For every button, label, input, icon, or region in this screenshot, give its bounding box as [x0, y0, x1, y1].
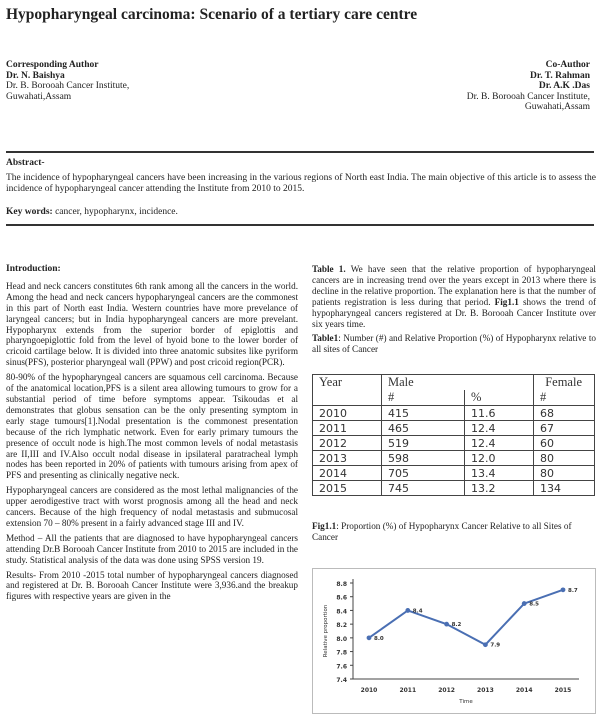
y-tick-label: 7.6: [336, 663, 347, 671]
x-tick-label: 2010: [360, 687, 378, 694]
data-point: [483, 642, 488, 647]
co-author-name-1: Dr. T. Rahman: [529, 70, 590, 81]
method-paragraph: Method – All the patients that are diagnosed to have hypopharyngeal cancers attending Dr.B Borooah Cancer Institute from 2010 to 2015 are included in the study. Statistical analysis of the data was done using SPSS version 19.: [6, 532, 298, 565]
data-label: 8.5: [529, 601, 539, 608]
intro-paragraph-2: 80-90% of the hypopharyngeal cancers are squamous cell carcinoma. Because of the anatomical location,PFS is a silent area allowing tumours to grow for a substantial period of time before symptoms appear. Tsikoudas et al demonstrates that globus sensation can be the only presenting symptom in early stage tumours[1].Nodal presentation is the commonest presentation because of the rich lymphatic network. Even for early primary tumours the presence of occult node is high.The most common levels of nodal metastasis are II,III and IV.Also occult nodal disease in ipsilateral paratracheal lymph nodes has been reported in 20% of patients with tumours arising from apex of PFS and presenting as clinically negative neck.: [6, 372, 298, 481]
data-point: [367, 635, 372, 640]
header-year: Year: [313, 375, 382, 406]
data-label: 7.9: [490, 642, 501, 649]
x-tick-label: 2011: [399, 687, 417, 694]
co-author-name-2: Dr. A.K .Das: [538, 81, 590, 91]
abstract-bottom-rule: [6, 224, 594, 226]
table-row: 2010 415 11.6 68: [313, 406, 595, 421]
results-paragraph: Results- From 2010 -2015 total number of hypopharyngeal cancers diagnosed and registered at Dr. B. Borooah Cancer Institute were 3,936.and the breakup figures with respective years are given in the: [6, 569, 298, 602]
co-author-city: Guwahati,Assam: [524, 102, 590, 112]
paper-title: Hypopharyngeal carcinoma: Scenario of a tertiary care centre: [6, 6, 418, 23]
series-line: [369, 590, 563, 645]
table-row: 2015 745 13.2 134: [313, 481, 595, 496]
data-label: 8.4: [412, 608, 423, 615]
intro-paragraph-3: Hypopharyngeal cancers are considered as the most lethal malignancies of the upper aerodigestive tract with worst prognosis among all the head and neck cancers. Because of the high frequency of nodal metastasis and submucosal extension 70 – 80% present in a fairly advanced stage III and IV.: [6, 485, 298, 528]
header-male-pct: %: [465, 390, 534, 406]
data-label: 8.0: [374, 635, 384, 642]
corresponding-author-institute: Dr. B. Borooah Cancer Institute,: [6, 81, 130, 91]
table-caption: Table1: Number (#) and Relative Proportion (%) of Hypopharynx relative to all sites of Cancer: [312, 333, 596, 355]
data-label: 8.2: [451, 622, 462, 629]
table-row: 2011 465 12.4 67: [313, 421, 595, 436]
abstract-top-rule: [6, 151, 594, 153]
data-point: [444, 622, 449, 627]
y-axis-title: Relative proportion: [323, 604, 329, 658]
data-label: 8.7: [568, 587, 578, 594]
corresponding-author-block: [6, 60, 129, 102]
y-tick-label: 7.8: [336, 649, 347, 657]
corresponding-author-city: Guwahati,Assam: [6, 91, 72, 102]
table-discussion-paragraph: Table 1. We have seen that the relative proportion of hypopharyngeal cancers are in increasing trend over the years except in 2013 where there is decline in the relative proportion. The explanation here is that the number of patients registration is less during that period. Fig1.1 shows the trend of hypopharyngeal cancers registered at Dr. B. Borooah Cancer Institute over six years time.: [312, 264, 597, 329]
incidence-table: [312, 374, 595, 496]
table-row: 2012 519 12.4 60: [313, 436, 595, 451]
intro-paragraph-1: Head and neck cancers constitutes 6th rank among all the cancers in the world. Among the head and neck cancers hypopharyngeal cancers are the commonest in this part of North east India. Western countries have more prevelance of laryngeal cancers; but in India hypopharyngeal cancers are more prevelant. Hypopharynx extends from the superior border of epiglottis and pharyngoepiglottic fold from the level of hyoid bone to the lower border of cricoid cartilage below. It is divided into three anatomic subsites like pyriform sinus(PFS), posterior pharyngeal wall (PPW) and post cricoid region(PCR).: [6, 280, 298, 368]
header-male-num: #: [382, 390, 465, 406]
proportion-chart: [312, 568, 596, 714]
data-point: [522, 601, 527, 606]
keywords: [6, 207, 178, 217]
x-tick-label: 2012: [438, 687, 455, 694]
table-row: 2013 598 12.0 80: [313, 451, 595, 466]
co-author-heading: Co-Author: [545, 60, 590, 70]
x-tick-label: 2013: [477, 687, 494, 694]
corresponding-author-heading: Corresponding Author: [6, 60, 99, 70]
table-row: 2014 705 13.4 80: [313, 466, 595, 481]
y-tick-label: 8.0: [336, 635, 347, 643]
left-column: [6, 264, 298, 606]
corresponding-author-name: Dr. N. Baishya: [6, 70, 65, 81]
right-column: [312, 264, 596, 359]
y-tick-label: 8.6: [336, 594, 347, 602]
data-point: [405, 608, 410, 613]
x-axis-title: Time: [459, 699, 473, 705]
line-chart-svg: [313, 569, 595, 713]
header-male: Male: [382, 375, 534, 391]
x-tick-label: 2014: [515, 687, 533, 694]
keywords-list: cancer, hypopharynx, incidence.: [52, 207, 178, 217]
keywords-label: Key words:: [6, 207, 53, 217]
co-author-institute: Dr. B. Borooah Cancer Institute,: [466, 91, 590, 102]
header-female-num: #: [534, 390, 595, 406]
y-tick-label: 7.4: [336, 677, 347, 684]
y-tick-label: 8.2: [336, 622, 347, 630]
figure-caption: Fig1.1: Proportion (%) of Hypopharynx Cancer Relative to all Sites of Cancer: [312, 521, 572, 542]
header-female: Female: [534, 375, 595, 391]
data-point: [561, 587, 566, 592]
co-author-block: [467, 60, 590, 113]
abstract-text: The incidence of hypopharyngeal cancers have been increasing in the various regions of North east India. The main objective of this article is to assess the incidence of hypopharyngeal cancer attending the Institute from 2010 to 2015.: [6, 173, 596, 194]
y-tick-label: 8.8: [336, 581, 347, 588]
x-tick-label: 2015: [554, 687, 572, 694]
introduction-heading: Introduction:: [6, 264, 61, 274]
abstract-heading: Abstract-: [6, 158, 45, 168]
y-tick-label: 8.4: [336, 608, 347, 616]
